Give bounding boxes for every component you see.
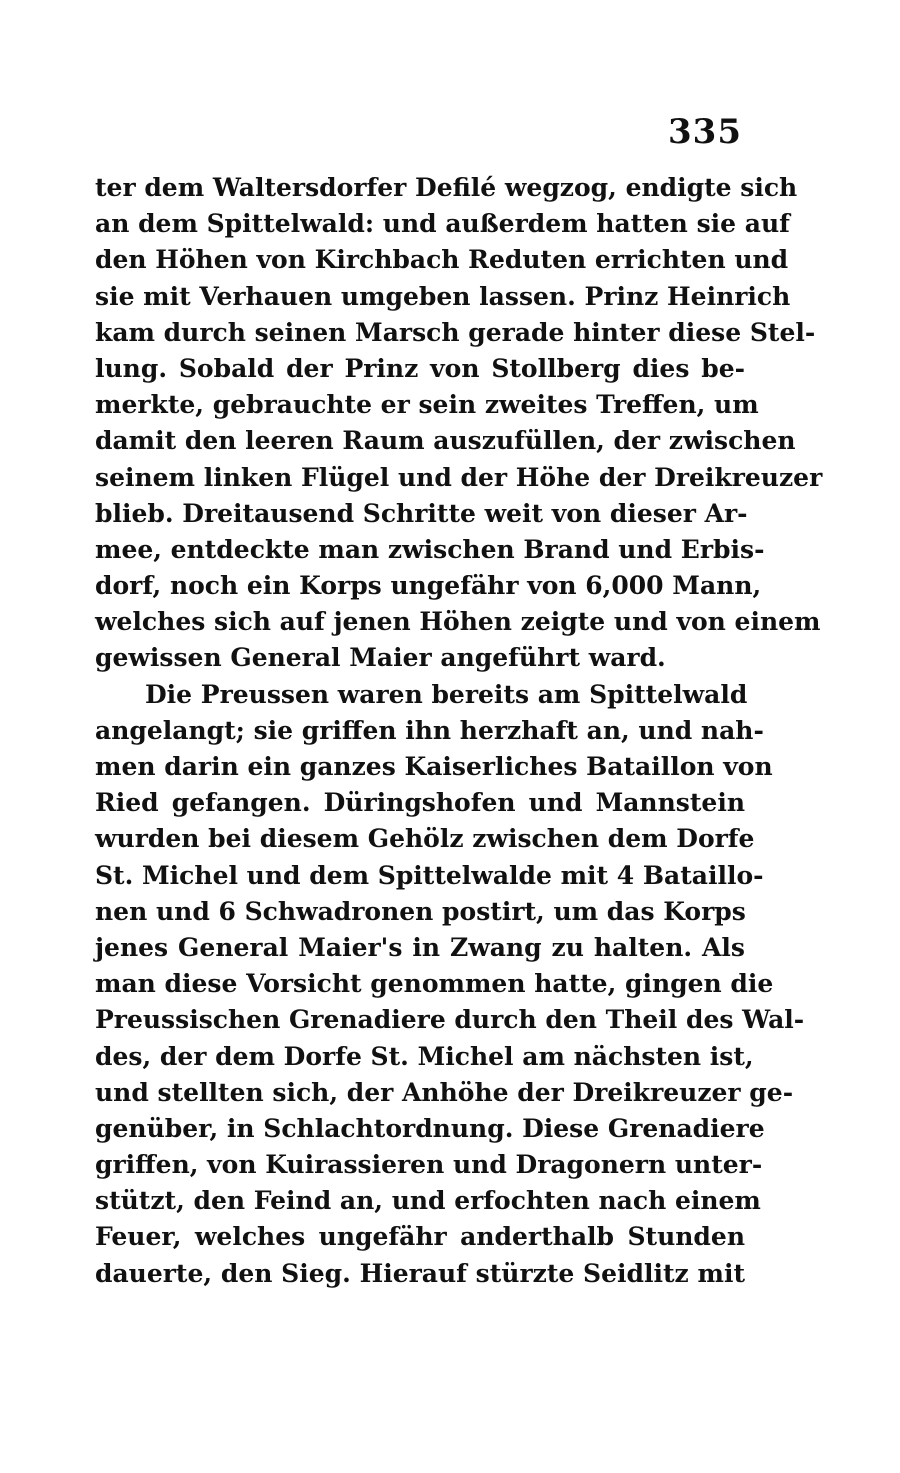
text-line: mee, entdeckte man zwischen Brand und Erbis- (95, 534, 765, 564)
text-line: welches sich auf jenen Höhen zeigte und von einem (95, 607, 821, 637)
paragraph-1 (95, 170, 823, 677)
text-line: jenes General Maier's in Zwang zu halten. Als (95, 932, 745, 962)
text-line: men darin ein ganzes Kaiserliches Bataillon von (95, 752, 773, 781)
text-line: den Höhen von Kirchbach Reduten errichten und (95, 245, 789, 275)
text-line: dorf, noch ein Korps ungefähr von 6,000 Mann, (95, 571, 762, 601)
text-line: merkte, gebrauchte er sein zweites Treffen, um (95, 390, 759, 420)
text-line: ter dem Waltersdorfer Defilé wegzog, endigte sich (95, 173, 798, 202)
body-text (95, 170, 823, 1292)
text-line: sie mit Verhauen umgeben lassen. Prinz Heinrich (95, 281, 791, 311)
text-line: griffen, von Kuirassieren und Dragonern unter- (95, 1150, 763, 1180)
text-line: Feuer, welches ungefähr anderthalb Stunden (95, 1222, 745, 1252)
text-line: nen und 6 Schwadronen postirt, um das Korps (95, 896, 746, 926)
text-line: kam durch seinen Marsch gerade hinter diese Stel- (95, 317, 816, 347)
text-line: wurden bei diesem Gehölz zwischen dem Dorfe (95, 824, 755, 854)
text-line: Preussischen Grenadiere durch den Theil des Wal- (95, 1005, 805, 1035)
text-line: St. Michel und dem Spittelwalde mit 4 Bataillo- (95, 860, 764, 890)
page-number: 335 (668, 112, 742, 152)
text-line: Die Preussen waren bereits am Spittelwald (145, 679, 748, 709)
text-line: gewissen General Maier angeführt ward. (95, 643, 666, 673)
text-line: damit den leeren Raum auszufüllen, der zwischen (95, 426, 796, 456)
text-line: stützt, den Feind an, und erfochten nach einem (95, 1186, 761, 1216)
paragraph-2 (95, 677, 805, 1292)
text-line: angelangt; sie griffen ihn herzhaft an, und nah- (95, 715, 764, 745)
text-line: an dem Spittelwald: und außerdem hatten sie auf (95, 209, 790, 239)
text-line: lung. Sobald der Prinz von Stollberg dies be- (95, 353, 745, 383)
text-line: blieb. Dreitausend Schritte weit von dieser Ar- (95, 498, 748, 528)
text-line: des, der dem Dorfe St. Michel am nächsten ist, (95, 1041, 754, 1071)
text-line: und stellten sich, der Anhöhe der Dreikreuzer ge- (95, 1077, 794, 1107)
text-line: Ried gefangen. Düringshofen und Mannstein (95, 788, 745, 818)
text-line: genüber, in Schlachtordnung. Diese Grenadiere (95, 1113, 765, 1143)
text-line: seinem linken Flügel und der Höhe der Dreikreuzer (95, 462, 823, 492)
text-line: man diese Vorsicht genommen hatte, gingen die (95, 969, 774, 999)
text-line: dauerte, den Sieg. Hierauf stürzte Seidlitz mit (95, 1258, 745, 1288)
